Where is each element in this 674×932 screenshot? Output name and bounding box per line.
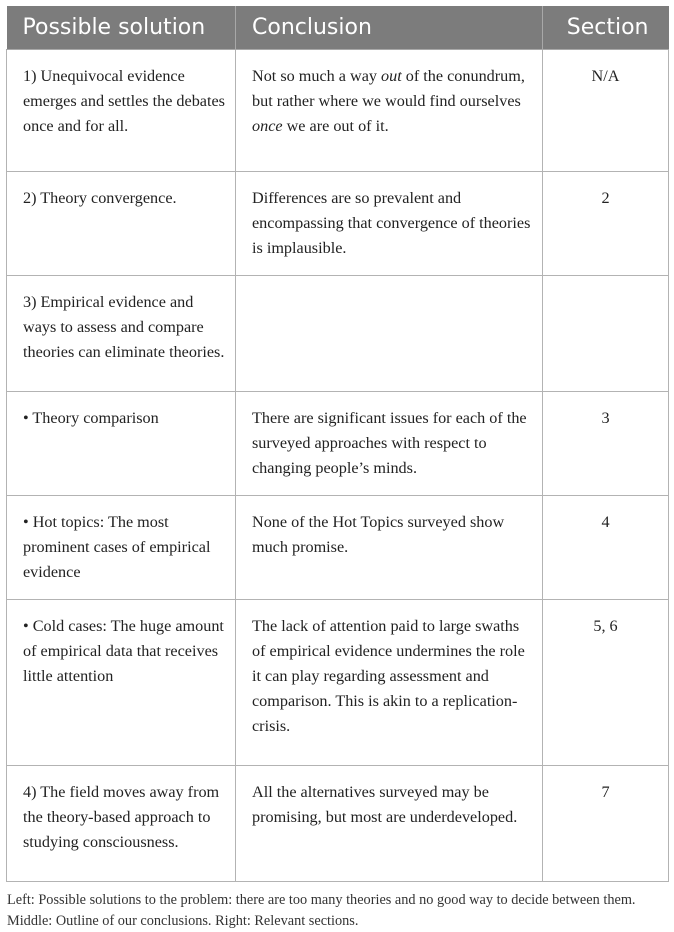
conclusion-cell: All the alternatives surveyed may be promising, but most are underdeveloped. (236, 765, 543, 881)
solution-cell: • Cold cases: The huge amount of empirical data that receives little attention (7, 599, 236, 765)
section-cell: 5, 6 (543, 599, 669, 765)
conclusion-text: we are out of it. (282, 116, 389, 135)
conclusion-emphasis: once (252, 116, 283, 135)
section-cell (543, 275, 669, 391)
table-row (7, 391, 669, 495)
section-cell: 7 (543, 765, 669, 881)
conclusion-text: Not so much a way (252, 66, 382, 85)
solution-cell: 3) Empirical evidence and ways to assess and compare theories can eliminate theories. (7, 275, 236, 391)
table-header-row (7, 6, 669, 49)
conclusion-cell (236, 275, 543, 391)
solution-cell: 2) Theory convergence. (7, 171, 236, 275)
conclusion-cell: There are significant issues for each of the surveyed approaches with respect to changing people’s minds. (236, 391, 543, 495)
section-cell: 2 (543, 171, 669, 275)
conclusion-cell: None of the Hot Topics surveyed show much promise. (236, 495, 543, 599)
table-row (7, 49, 669, 171)
conclusion-cell: Differences are so prevalent and encompassing that convergence of theories is implausible. (236, 171, 543, 275)
conclusion-text: of the conundrum, but rather where we would find ourselves (252, 66, 525, 110)
header-section: Section (543, 6, 669, 49)
solution-cell: • Hot topics: The most prominent cases of empirical evidence (7, 495, 236, 599)
table-row (7, 171, 669, 275)
table-caption: Left: Possible solutions to the problem: there are too many theories and no good way to decide between them. Middle: Outline of our conclusions. Right: Relevant sections. (7, 891, 636, 929)
header-conclusion: Conclusion (236, 6, 543, 49)
conclusion-emphasis: out (381, 66, 402, 85)
table-row (7, 765, 669, 881)
solution-cell: 1) Unequivocal evidence emerges and settles the debates once and for all. (7, 49, 236, 171)
header-possible-solution: Possible solution (7, 6, 236, 49)
table-container (6, 6, 668, 932)
conclusion-cell (236, 49, 543, 171)
solutions-table (6, 6, 669, 882)
table-row (7, 275, 669, 391)
solution-cell: • Theory comparison (7, 391, 236, 495)
solution-cell: 4) The field moves away from the theory-based approach to studying consciousness. (7, 765, 236, 881)
section-cell: 3 (543, 391, 669, 495)
table-row (7, 495, 669, 599)
table-row (7, 599, 669, 765)
section-cell: 4 (543, 495, 669, 599)
section-cell: N/A (543, 49, 669, 171)
conclusion-cell: The lack of attention paid to large swaths of empirical evidence undermines the role it can play regarding assessment and comparison. This is akin to a replication-crisis. (236, 599, 543, 765)
